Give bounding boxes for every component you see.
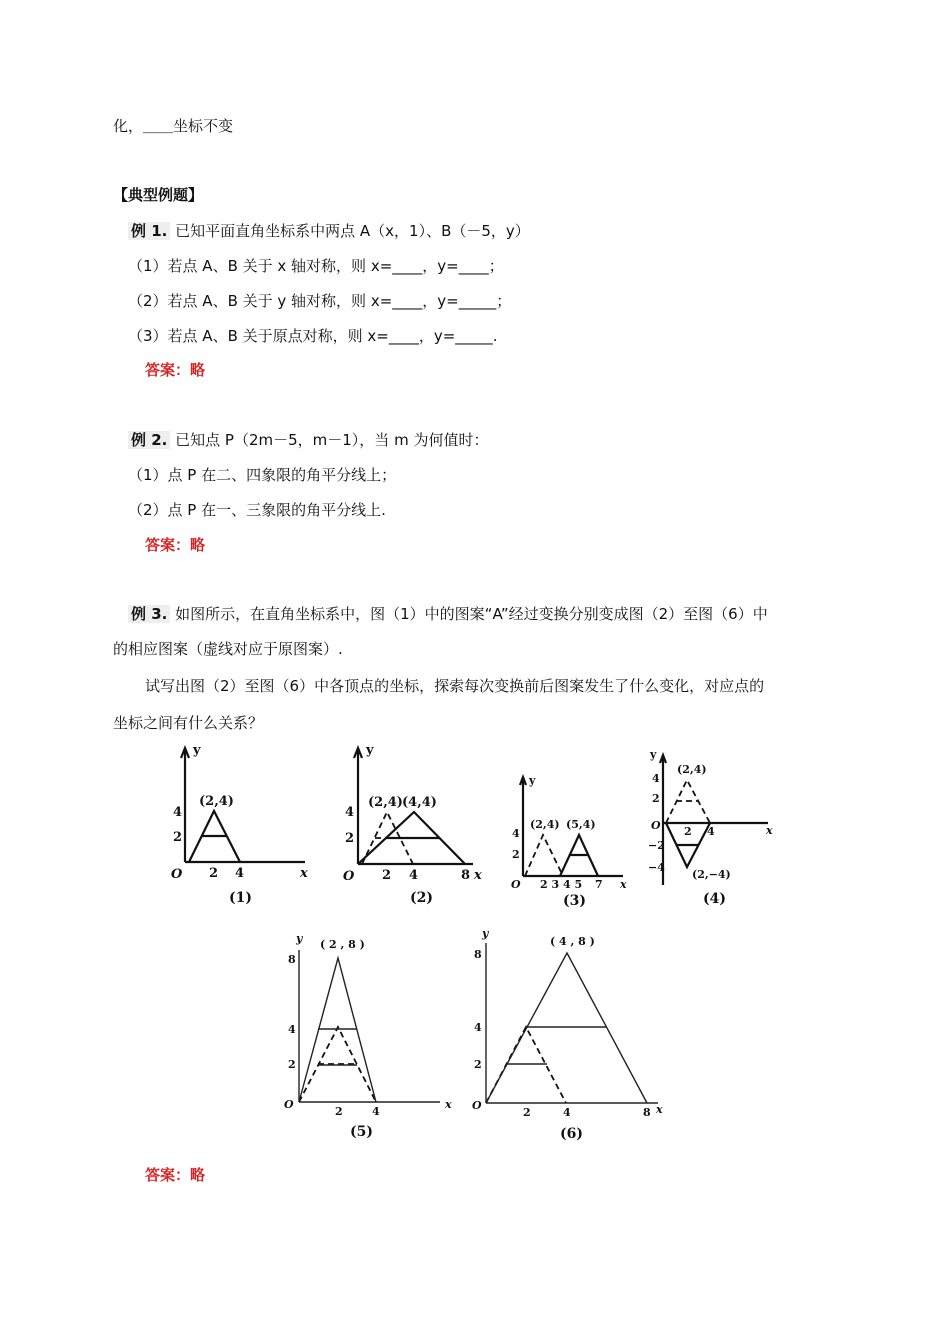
example-1-answer: 答案：略	[145, 361, 206, 379]
example-2-text: 已知点 P（2m－5，m－1），当 m 为何值时：	[175, 431, 489, 449]
example-2-answer: 答案：略	[145, 536, 206, 554]
fig5-tick-x2: 2	[335, 1105, 343, 1118]
example-3-text: 如图所示，在直角坐标系中，图（1）中的图案“A”经过变换分别变成图（2）至图（6）中	[175, 605, 768, 623]
example-3-answer: 答案：略	[145, 1166, 206, 1184]
fig1-tick-y2: 2	[173, 830, 183, 845]
fig6-x-label: x	[656, 1103, 663, 1116]
example-1-label: 例 1.	[128, 222, 170, 240]
fig1-caption: (1)	[229, 890, 252, 906]
fig1-tick-y4: 4	[173, 805, 183, 820]
fig6-apex-label: ( 4 , 8 )	[550, 935, 595, 948]
fig5-tick-x4: 4	[372, 1105, 380, 1118]
figure-3	[508, 772, 638, 912]
fig5-y-label: y	[296, 932, 303, 945]
example-1-question-3: （3）若点 A、B 关于原点对称，则 x=____，y=_____.	[128, 327, 498, 345]
example-2-label: 例 2.	[128, 431, 170, 449]
figure-6	[470, 925, 680, 1145]
fig2-tick-y4: 4	[345, 805, 355, 820]
fig6-caption: (6)	[560, 1126, 583, 1142]
fig5-tick-y2: 2	[288, 1058, 296, 1071]
example-3-stem-line-1	[128, 604, 768, 624]
fig5-tick-y4: 4	[288, 1023, 296, 1036]
fig5-x-label: x	[445, 1098, 452, 1111]
fig3-tick-y2: 2	[512, 848, 520, 861]
fig5-origin: O	[284, 1098, 294, 1111]
fig3-y-label: y	[529, 774, 536, 787]
fig6-y-label: y	[482, 927, 489, 940]
figure-1	[165, 742, 315, 907]
fig6-tick-x2: 2	[523, 1106, 531, 1119]
fig3-ticks-x: 2 3 4 5	[540, 878, 583, 891]
fig3-dashed-triangle	[525, 835, 563, 876]
fig1-tick-x4: 4	[235, 866, 245, 881]
example-3-stem-line-2: 的相应图案（虚线对应于原图案）.	[113, 640, 343, 658]
fig6-tick-y8: 8	[474, 948, 482, 961]
fig4-tick-yn2: −2	[648, 839, 665, 852]
example-3-stem-line-3: 试写出图（2）至图（6）中各顶点的坐标，探索每次变换前后图案发生了什么变化，对应点的	[145, 677, 765, 695]
figure-2	[340, 742, 490, 907]
fig4-x-label: x	[766, 824, 773, 837]
example-1-stem	[128, 221, 530, 241]
example-1-question-2: （2）若点 A、B 关于 y 轴对称，则 x=____，y=_____；	[128, 292, 512, 310]
fig6-dashed-triangle	[486, 1027, 566, 1103]
fig4-tick-x2: 2	[684, 825, 692, 838]
fig1-x-label: x	[300, 866, 308, 881]
figure-4	[648, 750, 783, 910]
fig4-tick-y2: 2	[652, 792, 660, 805]
section-title: 【典型例题】	[113, 186, 204, 204]
fig2-y-label: y	[366, 743, 374, 758]
fig6-origin: O	[472, 1099, 482, 1112]
fig2-tick-y2: 2	[345, 831, 355, 846]
fig1-y-label: y	[193, 743, 201, 758]
fig3-tick-y4: 4	[512, 827, 520, 840]
fig1-tick-x2: 2	[209, 866, 219, 881]
example-2-question-2: （2）点 P 在一、三象限的角平分线上.	[128, 501, 386, 519]
fig2-origin: O	[343, 869, 355, 884]
fig2-tick-x8: 8	[461, 868, 471, 883]
fig1-apex-label: (2,4)	[199, 794, 234, 809]
fig4-apex-label: (2,−4)	[692, 868, 731, 881]
fig3-tick-x7: 7	[595, 878, 603, 891]
fig6-tick-x8: 8	[643, 1106, 651, 1119]
top-line: 化，＿＿坐标不变	[113, 117, 234, 135]
fig6-tick-x4: 4	[563, 1106, 571, 1119]
example-3-stem-line-4: 坐标之间有什么关系？	[113, 714, 264, 732]
fig3-origin: O	[511, 878, 521, 891]
fig2-apex-label: (4,4)	[402, 795, 437, 810]
fig4-tick-yn4: −4	[648, 861, 665, 874]
fig3-apex-dash-label: (2,4)	[530, 818, 560, 831]
example-2-question-1: （1）点 P 在二、四象限的角平分线上；	[128, 466, 397, 484]
fig2-caption: (2)	[410, 890, 433, 906]
fig2-tick-x4: 4	[409, 868, 419, 883]
fig6-triangle	[486, 953, 647, 1103]
example-1-question-1: （1）若点 A、B 关于 x 轴对称，则 x=____，y=____；	[128, 257, 504, 275]
fig5-caption: (5)	[350, 1124, 373, 1140]
fig2-apex-dash-label: (2,4)	[368, 795, 403, 810]
fig4-tick-x4: 4	[707, 825, 715, 838]
fig4-caption: (4)	[703, 891, 726, 907]
example-3-label: 例 3.	[128, 605, 170, 623]
fig2-tick-x2: 2	[382, 868, 392, 883]
fig1-origin: O	[171, 867, 183, 882]
fig3-x-label: x	[620, 878, 627, 891]
fig3-apex-label: (5,4)	[566, 818, 596, 831]
fig6-tick-y2: 2	[474, 1058, 482, 1071]
example-1-text: 已知平面直角坐标系中两点 A（x，1）、B（－5，y）	[175, 222, 530, 240]
fig5-tick-y8: 8	[288, 953, 296, 966]
fig3-caption: (3)	[563, 893, 586, 909]
example-2-stem	[128, 430, 488, 450]
fig6-tick-y4: 4	[474, 1021, 482, 1034]
fig5-apex-label: ( 2 , 8 )	[320, 938, 365, 951]
fig4-origin: O	[651, 819, 661, 832]
fig4-y-label: y	[650, 748, 657, 761]
fig4-tick-y4: 4	[652, 772, 660, 785]
fig2-x-label: x	[474, 868, 482, 883]
fig4-apex-dash-label: (2,4)	[677, 763, 707, 776]
figure-5	[280, 932, 460, 1142]
